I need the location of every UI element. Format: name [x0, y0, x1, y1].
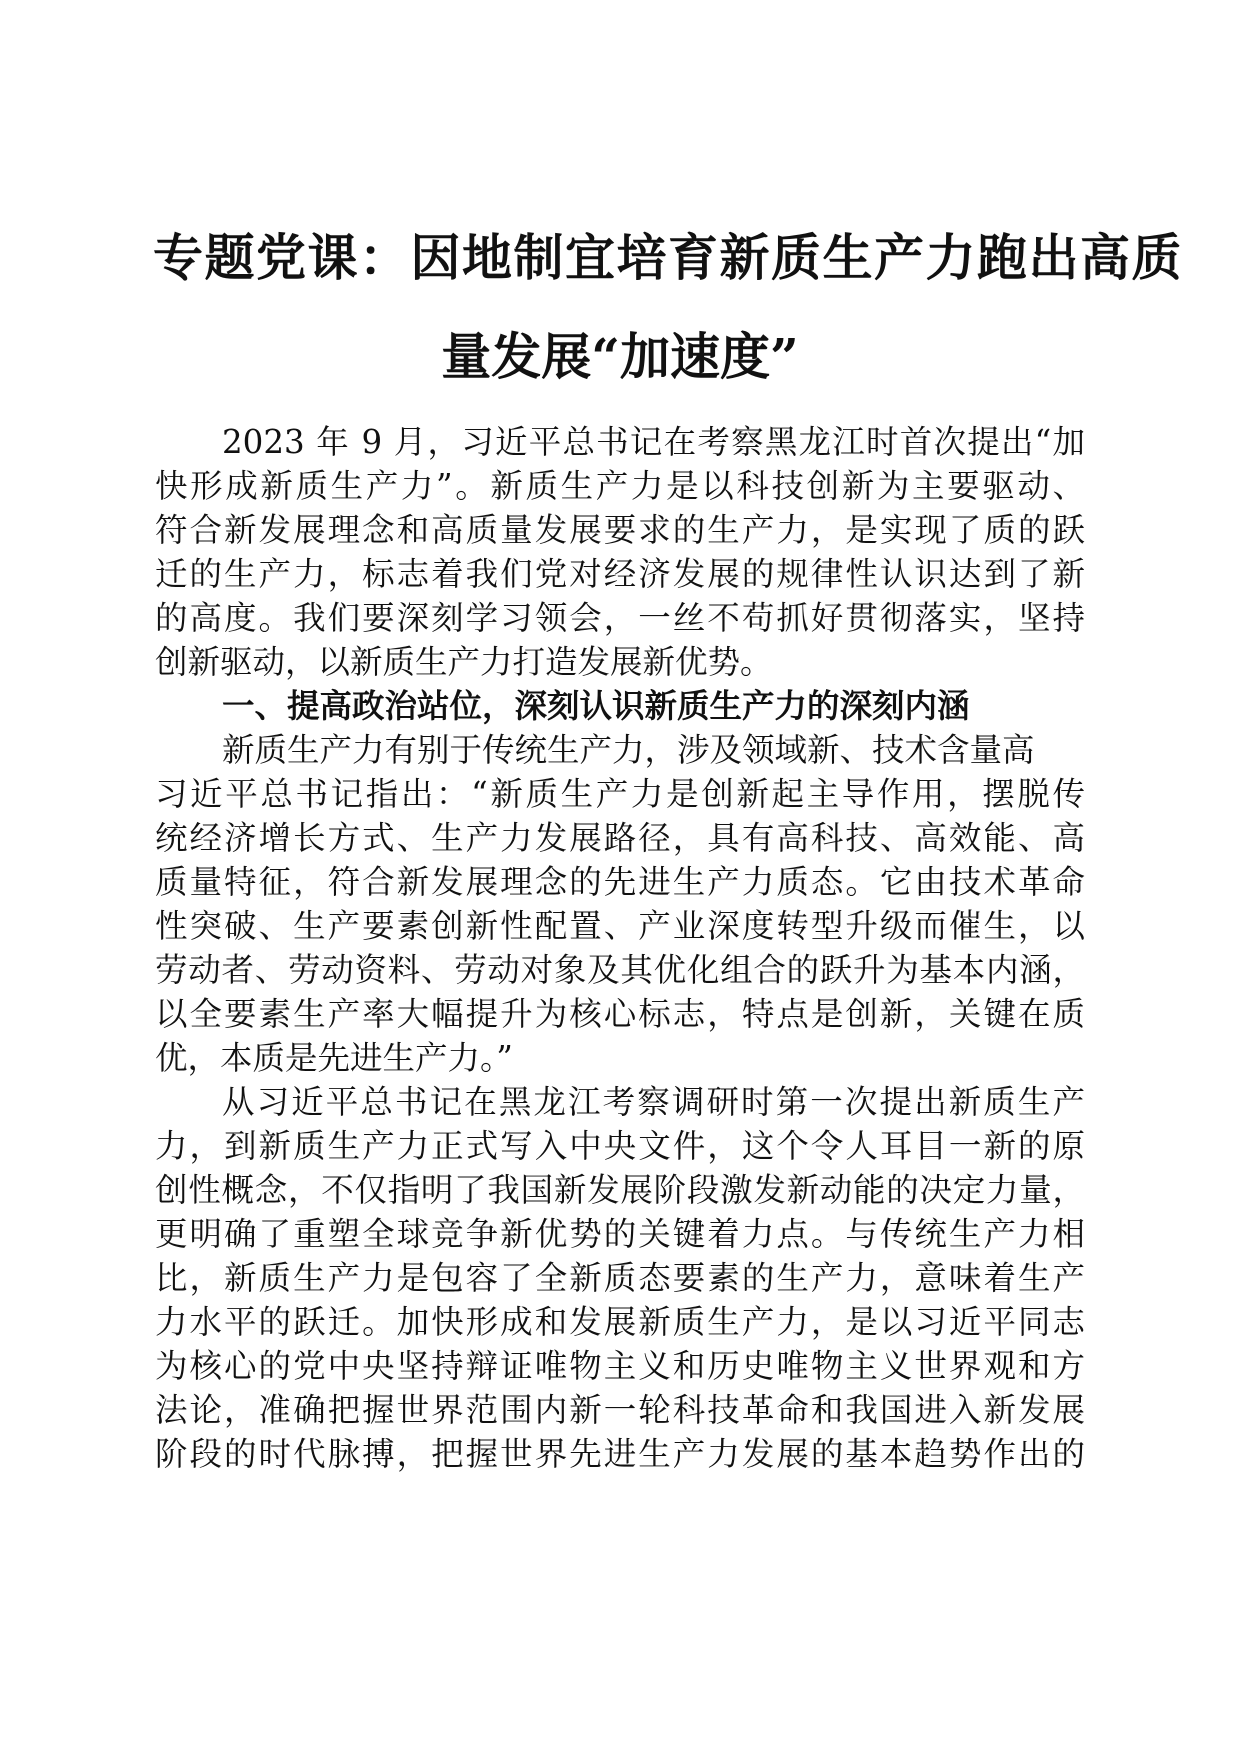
body-line: 快形成新质生产力”。新质生产力是以科技创新为主要驱动、 [155, 467, 1085, 505]
body-line: 习近平总书记指出：“新质生产力是创新起主导作用，摆脱传 [155, 775, 1085, 813]
body-line: 符合新发展理念和高质量发展要求的生产力，是实现了质的跃 [155, 511, 1085, 549]
body-line: 新质生产力有别于传统生产力，涉及领域新、技术含量高 [222, 731, 1035, 769]
body-line: 统经济增长方式、生产力发展路径，具有高科技、高效能、高 [155, 819, 1085, 857]
document-title-line-2: 量发展“加速度” [441, 327, 799, 386]
body-line: 阶段的时代脉搏，把握世界先进生产力发展的基本趋势作出的 [155, 1435, 1085, 1473]
document-title-line-1: 专题党课：因地制宜培育新质生产力跑出高质 [153, 228, 1183, 287]
body-line: 质量特征，符合新发展理念的先进生产力质态。它由技术革命 [155, 863, 1085, 901]
body-line: 2023 年 9 月，习近平总书记在考察黑龙江时首次提出“加 [222, 423, 1085, 461]
body-line: 比，新质生产力是包容了全新质态要素的生产力，意味着生产 [155, 1259, 1085, 1297]
body-line: 从习近平总书记在黑龙江考察调研时第一次提出新质生产 [222, 1083, 1085, 1121]
body-line: 迁的生产力，标志着我们党对经济发展的规律性认识达到了新 [155, 555, 1085, 593]
body-line: 性突破、生产要素创新性配置、产业深度转型升级而催生，以 [155, 907, 1085, 945]
body-line: 以全要素生产率大幅提升为核心标志，特点是创新，关键在质 [155, 995, 1085, 1033]
body-line: 创性概念，不仅指明了我国新发展阶段激发新动能的决定力量， [155, 1171, 1085, 1209]
body-line: 的高度。我们要深刻学习领会，一丝不苟抓好贯彻落实，坚持 [155, 599, 1085, 637]
body-line: 力，到新质生产力正式写入中央文件，这个令人耳目一新的原 [155, 1127, 1085, 1165]
body-line: 优，本质是先进生产力。” [155, 1039, 513, 1077]
body-line: 法论，准确把握世界范围内新一轮科技革命和我国进入新发展 [155, 1391, 1085, 1429]
body-line: 力水平的跃迁。加快形成和发展新质生产力，是以习近平同志 [155, 1303, 1085, 1341]
body-line: 劳动者、劳动资料、劳动对象及其优化组合的跃升为基本内涵， [155, 951, 1085, 989]
section-heading: 一、提高政治站位，深刻认识新质生产力的深刻内涵 [222, 686, 970, 725]
body-line: 创新驱动，以新质生产力打造发展新优势。 [155, 643, 773, 681]
body-line: 为核心的党中央坚持辩证唯物主义和历史唯物主义世界观和方 [155, 1347, 1085, 1385]
body-line: 更明确了重塑全球竞争新优势的关键着力点。与传统生产力相 [155, 1215, 1085, 1253]
